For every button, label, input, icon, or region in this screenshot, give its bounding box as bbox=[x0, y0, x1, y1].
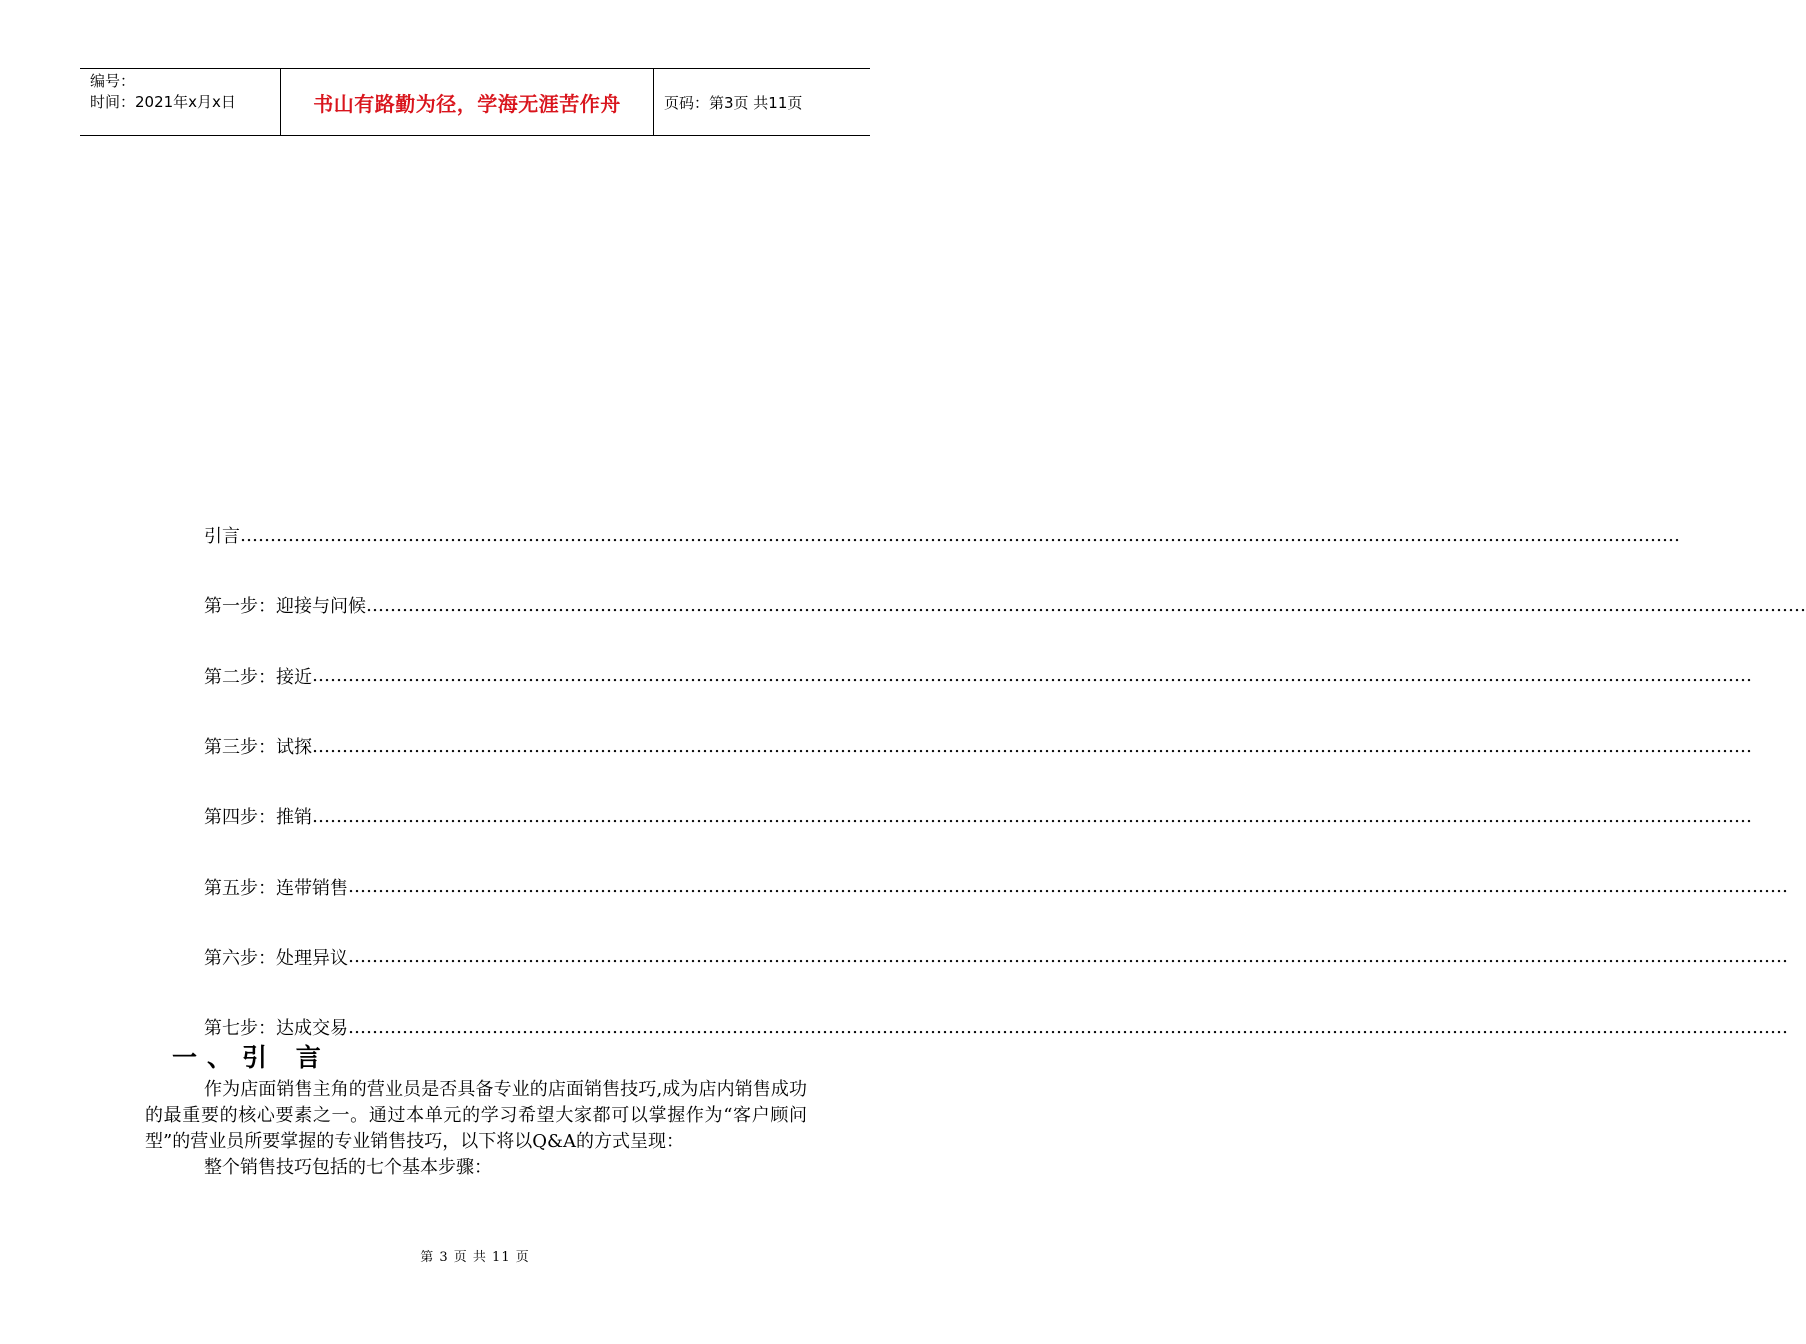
section-title: 一、引 言 bbox=[172, 1043, 331, 1072]
header-page-info: 页码：第3页 共11页 bbox=[664, 93, 803, 112]
header-motto: 书山有路勤为径，学海无涯苦作舟 bbox=[281, 69, 654, 135]
toc-item-label: 引言 bbox=[204, 526, 240, 548]
toc-item-label: 第七步：达成交易 bbox=[204, 1018, 348, 1040]
toc-leader-dots: …………………………………………………………………………………………………………………………………………………………………………………………………………………… bbox=[348, 946, 1788, 968]
toc-item-label: 第六步：处理异议 bbox=[204, 947, 348, 969]
toc-leader-dots: …………………………………………………………………………………………………………………………………………………………………………………………………………………… bbox=[312, 665, 1752, 687]
toc-item bbox=[204, 500, 1680, 570]
toc-item bbox=[204, 641, 1752, 711]
body-paragraph: 作为店面销售主角的营业员是否具备专业的店面销售技巧,成为店内销售成功的最重要的核心要素之一。通过本单元的学习希望大家都可以掌握作为“客户顾问型”的营业员所要掌握的专业销售技巧，以下将以Q&A的方式呈现： bbox=[145, 1079, 807, 1152]
page-header bbox=[80, 68, 870, 136]
toc-item bbox=[204, 711, 1752, 781]
header-meta bbox=[80, 69, 281, 135]
toc-leader-dots: …………………………………………………………………………………………………………………………………………………………………………………………………………………… bbox=[240, 524, 1680, 546]
table-of-contents bbox=[204, 500, 1806, 1062]
document-number-label: 编号： bbox=[90, 72, 136, 90]
document-date: 时间：2021年x月x日 bbox=[90, 93, 236, 111]
toc-item-label: 第三步：试探 bbox=[204, 737, 312, 759]
toc-item bbox=[204, 570, 1806, 640]
toc-leader-dots: …………………………………………………………………………………………………………………………………………………………………………………………………………………… bbox=[312, 805, 1752, 827]
toc-item bbox=[204, 851, 1788, 921]
section-body bbox=[145, 1077, 807, 1181]
toc-item-label: 第二步：接近 bbox=[204, 666, 312, 688]
toc-leader-dots: …………………………………………………………………………………………………………………………………………………………………………………………………………………… bbox=[348, 876, 1788, 898]
toc-item-label: 第一步：迎接与问候 bbox=[204, 596, 366, 618]
toc-leader-dots: …………………………………………………………………………………………………………………………………………………………………………………………………………………… bbox=[366, 594, 1806, 616]
body-paragraph: 整个销售技巧包括的七个基本步骤： bbox=[204, 1157, 492, 1178]
toc-item bbox=[204, 922, 1788, 992]
toc-item-label: 第五步：连带销售 bbox=[204, 877, 348, 899]
toc-leader-dots: …………………………………………………………………………………………………………………………………………………………………………………………………………………… bbox=[348, 1016, 1788, 1038]
toc-leader-dots: …………………………………………………………………………………………………………………………………………………………………………………………………………………… bbox=[312, 735, 1752, 757]
toc-item bbox=[204, 781, 1752, 851]
page-footer: 第 3 页 共 11 页 bbox=[420, 1250, 530, 1265]
toc-item-label: 第四步：推销 bbox=[204, 807, 312, 829]
